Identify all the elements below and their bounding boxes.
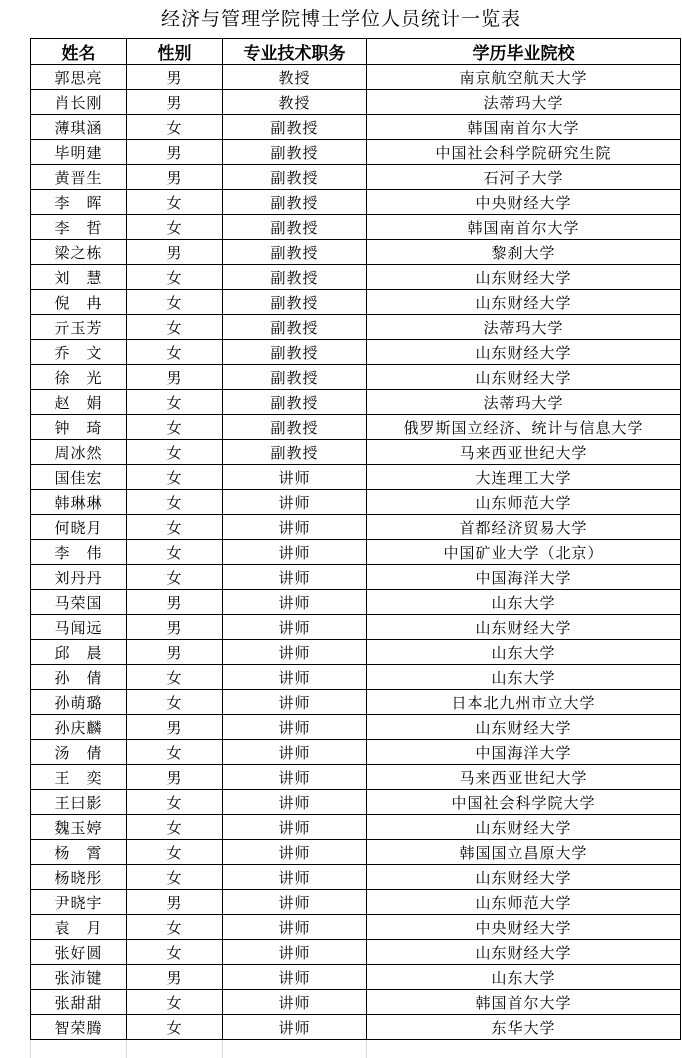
cell-title: 副教授 — [223, 290, 367, 315]
table-row — [31, 515, 681, 540]
cell-name: 马荣国 — [31, 590, 127, 615]
table-row — [31, 690, 681, 715]
header-school: 学历毕业院校 — [367, 39, 681, 65]
cell-gender: 男 — [127, 365, 223, 390]
cell-school: 山东财经大学 — [367, 290, 681, 315]
cell-name: 刘 慧 — [31, 265, 127, 290]
cell-name: 袁 月 — [31, 915, 127, 940]
cell-gender: 女 — [127, 190, 223, 215]
cell-title: 副教授 — [223, 215, 367, 240]
table-row — [31, 315, 681, 340]
table-row — [31, 665, 681, 690]
table-row — [31, 90, 681, 115]
cell-title: 副教授 — [223, 165, 367, 190]
cell-title: 副教授 — [223, 390, 367, 415]
header-title: 专业技术职务 — [223, 39, 367, 65]
header-gender: 性别 — [127, 39, 223, 65]
cell-title: 讲师 — [223, 765, 367, 790]
cell-title: 讲师 — [223, 665, 367, 690]
cell-gender: 女 — [127, 540, 223, 565]
cell-school: 韩国南首尔大学 — [367, 115, 681, 140]
table-row — [31, 865, 681, 890]
cell-school: 日本北九州市立大学 — [367, 690, 681, 715]
cell-school: 韩国首尔大学 — [367, 990, 681, 1015]
cell-name: 国佳宏 — [31, 465, 127, 490]
cell-title: 讲师 — [223, 890, 367, 915]
cell-title: 副教授 — [223, 190, 367, 215]
cell-gender: 女 — [127, 915, 223, 940]
cell-name: 李 伟 — [31, 540, 127, 565]
cell-gender: 男 — [127, 890, 223, 915]
cell-gender: 女 — [127, 340, 223, 365]
cell-gender: 女 — [127, 665, 223, 690]
cell-school: 石河子大学 — [367, 165, 681, 190]
cell-title: 讲师 — [223, 515, 367, 540]
table-row — [31, 140, 681, 165]
cell-school: 山东师范大学 — [367, 490, 681, 515]
cell-gender: 男 — [127, 140, 223, 165]
cell-name: 马闻远 — [31, 615, 127, 640]
cell-title: 讲师 — [223, 940, 367, 965]
table-row — [31, 165, 681, 190]
page-title: 经济与管理学院博士学位人员统计一览表 — [160, 8, 521, 30]
cell-title: 讲师 — [223, 865, 367, 890]
cell-name: 尹晓宇 — [31, 890, 127, 915]
cell-name: 毕明建 — [31, 140, 127, 165]
cell-gender: 女 — [127, 390, 223, 415]
cell-gender: 男 — [127, 90, 223, 115]
cell-name: 张甜甜 — [31, 990, 127, 1015]
table-row — [31, 190, 681, 215]
cell-title: 讲师 — [223, 590, 367, 615]
cell-name: 王 奕 — [31, 765, 127, 790]
cell-school: 中国海洋大学 — [367, 565, 681, 590]
cell-school: 南京航空航天大学 — [367, 65, 681, 90]
cell-school: 山东大学 — [367, 590, 681, 615]
table-row — [31, 465, 681, 490]
cell-gender: 男 — [127, 240, 223, 265]
cell-school: 山东师范大学 — [367, 890, 681, 915]
cell-name: 邱 晨 — [31, 640, 127, 665]
table-row — [31, 790, 681, 815]
cell-title: 讲师 — [223, 965, 367, 990]
cell-gender: 女 — [127, 865, 223, 890]
cell-title: 副教授 — [223, 340, 367, 365]
table-row — [31, 915, 681, 940]
cell-gender: 男 — [127, 640, 223, 665]
cell-school: 山东财经大学 — [367, 940, 681, 965]
cell-name: 周冰然 — [31, 440, 127, 465]
table-row — [31, 715, 681, 740]
cell-title: 讲师 — [223, 915, 367, 940]
cell-gender: 女 — [127, 465, 223, 490]
cell-school: 中国海洋大学 — [367, 740, 681, 765]
cell-school: 中央财经大学 — [367, 190, 681, 215]
cell-school: 法蒂玛大学 — [367, 315, 681, 340]
cell-name: 钟 琦 — [31, 415, 127, 440]
cell-name: 梁之栋 — [31, 240, 127, 265]
cell-school: 山东财经大学 — [367, 865, 681, 890]
staff-table — [30, 38, 681, 1040]
cell-gender: 男 — [127, 715, 223, 740]
cell-title: 副教授 — [223, 365, 367, 390]
cell-school: 山东大学 — [367, 665, 681, 690]
cell-school: 俄罗斯国立经济、统计与信息大学 — [367, 415, 681, 440]
cell-school: 东华大学 — [367, 1015, 681, 1040]
cell-gender: 女 — [127, 940, 223, 965]
cell-name: 肖长刚 — [31, 90, 127, 115]
cell-name: 孙庆麟 — [31, 715, 127, 740]
cell-school: 山东大学 — [367, 965, 681, 990]
cell-title: 讲师 — [223, 615, 367, 640]
table-row — [31, 390, 681, 415]
cell-name: 杨晓彤 — [31, 865, 127, 890]
cell-school: 山东大学 — [367, 640, 681, 665]
table-row — [31, 940, 681, 965]
table-row — [31, 540, 681, 565]
cell-gender: 男 — [127, 765, 223, 790]
cell-name: 杨 霄 — [31, 840, 127, 865]
cell-title: 副教授 — [223, 240, 367, 265]
cell-title: 副教授 — [223, 265, 367, 290]
table-row — [31, 765, 681, 790]
cell-title: 讲师 — [223, 465, 367, 490]
cell-title: 讲师 — [223, 640, 367, 665]
table-row — [31, 565, 681, 590]
cell-name: 王曰影 — [31, 790, 127, 815]
cell-name: 赵 娟 — [31, 390, 127, 415]
cell-gender: 女 — [127, 290, 223, 315]
cell-school: 首都经济贸易大学 — [367, 515, 681, 540]
cell-gender: 男 — [127, 615, 223, 640]
cell-school: 法蒂玛大学 — [367, 390, 681, 415]
header-row — [31, 39, 681, 65]
cell-title: 讲师 — [223, 715, 367, 740]
cell-name: 刘丹丹 — [31, 565, 127, 590]
cell-title: 讲师 — [223, 490, 367, 515]
cell-gender: 女 — [127, 1015, 223, 1040]
cell-name: 乔 文 — [31, 340, 127, 365]
cell-gender: 女 — [127, 840, 223, 865]
cell-name: 徐 光 — [31, 365, 127, 390]
cell-name: 郭思亮 — [31, 65, 127, 90]
cell-school: 马来西亚世纪大学 — [367, 440, 681, 465]
cell-gender: 女 — [127, 815, 223, 840]
cell-gender: 女 — [127, 515, 223, 540]
table-row — [31, 815, 681, 840]
table-row — [31, 590, 681, 615]
cell-name: 亓玉芳 — [31, 315, 127, 340]
cell-title: 讲师 — [223, 565, 367, 590]
cell-gender: 女 — [127, 215, 223, 240]
table-row — [31, 990, 681, 1015]
table-row — [31, 490, 681, 515]
table-row — [31, 215, 681, 240]
cell-name: 汤 倩 — [31, 740, 127, 765]
cell-name: 智荣腾 — [31, 1015, 127, 1040]
cell-title: 讲师 — [223, 690, 367, 715]
cell-school: 中国矿业大学（北京） — [367, 540, 681, 565]
cell-title: 讲师 — [223, 1015, 367, 1040]
table-row — [31, 415, 681, 440]
cell-title: 讲师 — [223, 790, 367, 815]
table-row — [31, 890, 681, 915]
cell-school: 法蒂玛大学 — [367, 90, 681, 115]
table-row — [31, 840, 681, 865]
table-row — [31, 340, 681, 365]
table-row — [31, 615, 681, 640]
cell-gender: 女 — [127, 740, 223, 765]
cell-name: 孙萌璐 — [31, 690, 127, 715]
table-row — [31, 240, 681, 265]
cell-name: 魏玉婷 — [31, 815, 127, 840]
cell-gender: 男 — [127, 590, 223, 615]
cell-title: 副教授 — [223, 315, 367, 340]
table-row — [31, 290, 681, 315]
cell-gender: 女 — [127, 565, 223, 590]
cell-school: 黎刹大学 — [367, 240, 681, 265]
cell-school: 韩国国立昌原大学 — [367, 840, 681, 865]
cell-school: 中国社会科学院研究生院 — [367, 140, 681, 165]
table-row — [31, 440, 681, 465]
cell-title: 讲师 — [223, 815, 367, 840]
cell-name: 孙 倩 — [31, 665, 127, 690]
table-row — [31, 740, 681, 765]
cell-title: 副教授 — [223, 440, 367, 465]
cell-title: 讲师 — [223, 840, 367, 865]
cell-school: 山东财经大学 — [367, 715, 681, 740]
header-name: 姓名 — [31, 39, 127, 65]
cell-title: 讲师 — [223, 740, 367, 765]
cell-name: 何晓月 — [31, 515, 127, 540]
table-row — [31, 65, 681, 90]
cell-name: 李 哲 — [31, 215, 127, 240]
cell-gender: 女 — [127, 790, 223, 815]
cell-gender: 女 — [127, 415, 223, 440]
cell-name: 张沛键 — [31, 965, 127, 990]
cell-gender: 女 — [127, 490, 223, 515]
cell-school: 山东财经大学 — [367, 815, 681, 840]
table-row — [31, 115, 681, 140]
cell-name: 李 晖 — [31, 190, 127, 215]
cell-title: 讲师 — [223, 990, 367, 1015]
cell-school: 大连理工大学 — [367, 465, 681, 490]
left-gutter — [0, 38, 30, 1040]
cell-name: 张好圆 — [31, 940, 127, 965]
cell-school: 韩国南首尔大学 — [367, 215, 681, 240]
cell-name: 韩琳琳 — [31, 490, 127, 515]
table-body — [31, 65, 681, 1040]
cell-gender: 女 — [127, 115, 223, 140]
table-row — [31, 365, 681, 390]
cell-gender: 男 — [127, 165, 223, 190]
cell-gender: 男 — [127, 65, 223, 90]
table-row — [31, 1015, 681, 1040]
cell-name: 黄晋生 — [31, 165, 127, 190]
cell-title: 副教授 — [223, 415, 367, 440]
cell-school: 山东财经大学 — [367, 340, 681, 365]
spreadsheet-gridlines — [0, 1040, 682, 1058]
cell-gender: 女 — [127, 690, 223, 715]
cell-title: 讲师 — [223, 540, 367, 565]
cell-title: 副教授 — [223, 115, 367, 140]
cell-title: 副教授 — [223, 140, 367, 165]
cell-gender: 女 — [127, 990, 223, 1015]
table-row — [31, 265, 681, 290]
cell-school: 中央财经大学 — [367, 915, 681, 940]
table-row — [31, 965, 681, 990]
cell-title: 教授 — [223, 65, 367, 90]
cell-title: 教授 — [223, 90, 367, 115]
cell-gender: 女 — [127, 440, 223, 465]
table-row — [31, 640, 681, 665]
cell-gender: 女 — [127, 265, 223, 290]
cell-gender: 男 — [127, 965, 223, 990]
cell-school: 山东财经大学 — [367, 365, 681, 390]
cell-school: 山东财经大学 — [367, 265, 681, 290]
cell-school: 马来西亚世纪大学 — [367, 765, 681, 790]
cell-name: 倪 冉 — [31, 290, 127, 315]
cell-school: 山东财经大学 — [367, 615, 681, 640]
cell-school: 中国社会科学院大学 — [367, 790, 681, 815]
cell-name: 薄琪涵 — [31, 115, 127, 140]
cell-gender: 女 — [127, 315, 223, 340]
